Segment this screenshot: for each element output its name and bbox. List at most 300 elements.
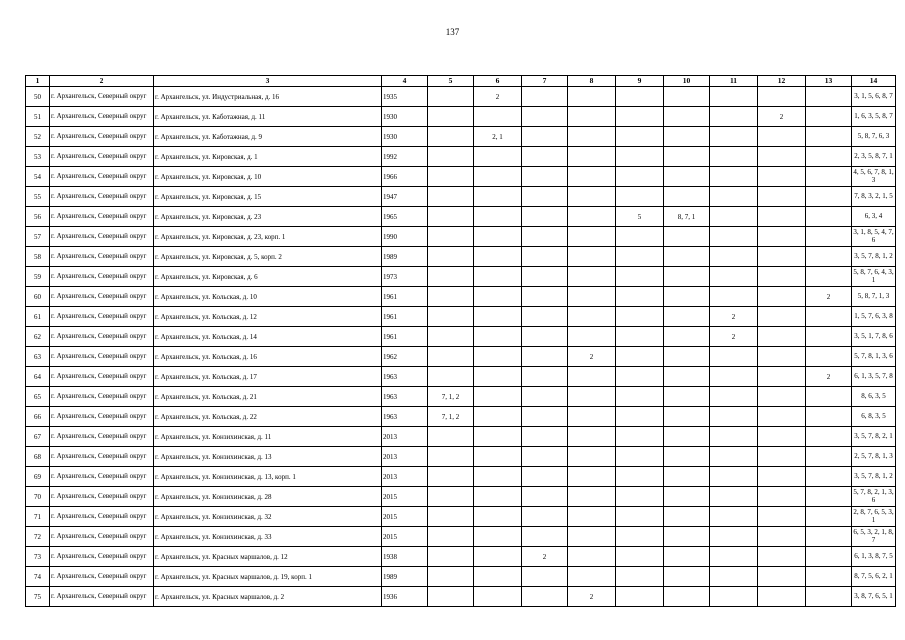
cell-col-12 xyxy=(758,227,806,247)
cell-address: г. Архангельск, ул. Кольская, д. 10 xyxy=(154,287,382,307)
cell-col-13 xyxy=(806,107,852,127)
cell-col-12 xyxy=(758,547,806,567)
cell-col-5 xyxy=(428,107,474,127)
cell-row-number: 64 xyxy=(26,367,50,387)
cell-col-7 xyxy=(522,227,568,247)
cell-col-13 xyxy=(806,247,852,267)
cell-address: г. Архангельск, ул. Кировская, д. 10 xyxy=(154,167,382,187)
cell-col-11 xyxy=(710,227,758,247)
cell-build-year: 1961 xyxy=(382,327,428,347)
cell-col-10 xyxy=(664,187,710,207)
cell-col-8 xyxy=(568,87,616,107)
column-header-14: 14 xyxy=(852,76,896,87)
cell-col-8 xyxy=(568,567,616,587)
cell-address: г. Архангельск, ул. Конзихинская, д. 11 xyxy=(154,427,382,447)
cell-col-10 xyxy=(664,227,710,247)
cell-col-5 xyxy=(428,467,474,487)
cell-district: г. Архангельск, Северный округ xyxy=(50,227,154,247)
cell-build-year: 2013 xyxy=(382,447,428,467)
cell-col-13 xyxy=(806,127,852,147)
cell-row-number: 53 xyxy=(26,147,50,167)
cell-col-13 xyxy=(806,467,852,487)
cell-col-13 xyxy=(806,87,852,107)
cell-col-5 xyxy=(428,487,474,507)
column-header-13: 13 xyxy=(806,76,852,87)
cell-col-9 xyxy=(616,327,664,347)
cell-address: г. Архангельск, ул. Красных маршалов, д. 19, корп. 1 xyxy=(154,567,382,587)
cell-district: г. Архангельск, Северный округ xyxy=(50,447,154,467)
column-header-1: 1 xyxy=(26,76,50,87)
cell-col-6 xyxy=(474,527,522,547)
cell-col-14: 6, 1, 3, 5, 7, 8 xyxy=(852,367,896,387)
cell-district: г. Архангельск, Северный округ xyxy=(50,567,154,587)
cell-col-10 xyxy=(664,147,710,167)
cell-district: г. Архангельск, Северный округ xyxy=(50,87,154,107)
table-row xyxy=(26,207,896,227)
cell-col-5: 7, 1, 2 xyxy=(428,407,474,427)
cell-col-8: 2 xyxy=(568,347,616,367)
table-row xyxy=(26,367,896,387)
cell-col-9 xyxy=(616,127,664,147)
cell-col-7 xyxy=(522,247,568,267)
cell-build-year: 1963 xyxy=(382,367,428,387)
cell-col-8 xyxy=(568,387,616,407)
cell-col-11 xyxy=(710,367,758,387)
cell-col-5 xyxy=(428,287,474,307)
cell-col-10 xyxy=(664,507,710,527)
cell-col-6 xyxy=(474,347,522,367)
cell-col-5 xyxy=(428,187,474,207)
cell-col-6 xyxy=(474,287,522,307)
cell-col-6 xyxy=(474,407,522,427)
cell-col-14: 5, 7, 8, 1, 3, 6 xyxy=(852,347,896,367)
cell-district: г. Архангельск, Северный округ xyxy=(50,207,154,227)
cell-col-12 xyxy=(758,247,806,267)
cell-district: г. Архангельск, Северный округ xyxy=(50,247,154,267)
cell-col-10 xyxy=(664,547,710,567)
cell-district: г. Архангельск, Северный округ xyxy=(50,287,154,307)
column-header-12: 12 xyxy=(758,76,806,87)
cell-col-8 xyxy=(568,287,616,307)
cell-col-9 xyxy=(616,227,664,247)
cell-col-11 xyxy=(710,87,758,107)
cell-col-8 xyxy=(568,247,616,267)
cell-col-14: 6, 8, 3, 5 xyxy=(852,407,896,427)
cell-col-7 xyxy=(522,267,568,287)
cell-address: г. Архангельск, ул. Кольская, д. 22 xyxy=(154,407,382,427)
cell-build-year: 1966 xyxy=(382,167,428,187)
cell-address: г. Архангельск, ул. Кировская, д. 6 xyxy=(154,267,382,287)
cell-col-14: 5, 8, 7, 6, 4, 3, 1 xyxy=(852,267,896,287)
column-header-2: 2 xyxy=(50,76,154,87)
cell-col-5 xyxy=(428,587,474,607)
table-row xyxy=(26,567,896,587)
cell-col-9 xyxy=(616,347,664,367)
column-header-9: 9 xyxy=(616,76,664,87)
cell-col-8 xyxy=(568,447,616,467)
cell-col-9 xyxy=(616,147,664,167)
cell-col-11 xyxy=(710,567,758,587)
cell-build-year: 1963 xyxy=(382,387,428,407)
cell-address: г. Архангельск, ул. Кировская, д. 1 xyxy=(154,147,382,167)
cell-col-14: 3, 5, 7, 8, 1, 2 xyxy=(852,467,896,487)
cell-col-5 xyxy=(428,227,474,247)
cell-col-12 xyxy=(758,347,806,367)
cell-col-13 xyxy=(806,527,852,547)
cell-build-year: 2013 xyxy=(382,427,428,447)
cell-address: г. Архангельск, ул. Кольская, д. 21 xyxy=(154,387,382,407)
cell-address: г. Архангельск, ул. Кольская, д. 12 xyxy=(154,307,382,327)
cell-build-year: 1963 xyxy=(382,407,428,427)
cell-col-7 xyxy=(522,347,568,367)
page-number: 137 xyxy=(445,27,460,37)
cell-col-12 xyxy=(758,467,806,487)
cell-district: г. Архангельск, Северный округ xyxy=(50,427,154,447)
cell-col-7 xyxy=(522,527,568,547)
cell-col-13 xyxy=(806,427,852,447)
cell-col-8: 2 xyxy=(568,587,616,607)
cell-col-9 xyxy=(616,587,664,607)
table-row xyxy=(26,147,896,167)
cell-col-10 xyxy=(664,587,710,607)
cell-col-14: 6, 1, 3, 8, 7, 5 xyxy=(852,547,896,567)
cell-col-9 xyxy=(616,527,664,547)
cell-col-8 xyxy=(568,127,616,147)
cell-col-12 xyxy=(758,367,806,387)
cell-col-7 xyxy=(522,327,568,347)
cell-col-5 xyxy=(428,427,474,447)
cell-row-number: 65 xyxy=(26,387,50,407)
cell-col-5 xyxy=(428,307,474,327)
cell-col-12 xyxy=(758,87,806,107)
cell-district: г. Архангельск, Северный округ xyxy=(50,407,154,427)
table-row xyxy=(26,387,896,407)
cell-col-8 xyxy=(568,107,616,127)
cell-col-11: 2 xyxy=(710,307,758,327)
cell-address: г. Архангельск, ул. Конзихинская, д. 28 xyxy=(154,487,382,507)
cell-district: г. Архангельск, Северный округ xyxy=(50,587,154,607)
cell-address: г. Архангельск, ул. Красных маршалов, д. 12 xyxy=(154,547,382,567)
cell-col-7 xyxy=(522,407,568,427)
cell-build-year: 1962 xyxy=(382,347,428,367)
cell-row-number: 74 xyxy=(26,567,50,587)
cell-col-5 xyxy=(428,347,474,367)
cell-col-5 xyxy=(428,167,474,187)
cell-col-9 xyxy=(616,547,664,567)
cell-col-7 xyxy=(522,507,568,527)
cell-col-14: 3, 8, 7, 6, 5, 1 xyxy=(852,587,896,607)
cell-address: г. Архангельск, ул. Кольская, д. 16 xyxy=(154,347,382,367)
table-row xyxy=(26,287,896,307)
cell-col-6 xyxy=(474,447,522,467)
cell-col-6 xyxy=(474,487,522,507)
table-row xyxy=(26,327,896,347)
cell-col-9 xyxy=(616,287,664,307)
cell-build-year: 1989 xyxy=(382,567,428,587)
cell-col-12 xyxy=(758,147,806,167)
cell-col-8 xyxy=(568,507,616,527)
cell-col-6 xyxy=(474,387,522,407)
cell-col-12 xyxy=(758,587,806,607)
table-row xyxy=(26,167,896,187)
cell-col-6 xyxy=(474,467,522,487)
table-row xyxy=(26,127,896,147)
cell-row-number: 67 xyxy=(26,427,50,447)
cell-col-8 xyxy=(568,367,616,387)
cell-col-6 xyxy=(474,507,522,527)
cell-col-5 xyxy=(428,127,474,147)
cell-col-9 xyxy=(616,427,664,447)
cell-build-year: 2015 xyxy=(382,507,428,527)
table-row xyxy=(26,347,896,367)
cell-col-6 xyxy=(474,147,522,167)
cell-col-8 xyxy=(568,407,616,427)
cell-col-9 xyxy=(616,367,664,387)
cell-build-year: 1930 xyxy=(382,107,428,127)
cell-address: г. Архангельск, ул. Кировская, д. 23 xyxy=(154,207,382,227)
cell-col-13 xyxy=(806,347,852,367)
cell-col-8 xyxy=(568,327,616,347)
cell-col-13 xyxy=(806,567,852,587)
cell-col-8 xyxy=(568,167,616,187)
cell-district: г. Архангельск, Северный округ xyxy=(50,507,154,527)
cell-district: г. Архангельск, Северный округ xyxy=(50,307,154,327)
cell-build-year: 1973 xyxy=(382,267,428,287)
cell-col-7 xyxy=(522,587,568,607)
table-row xyxy=(26,487,896,507)
cell-col-12 xyxy=(758,567,806,587)
column-header-10: 10 xyxy=(664,76,710,87)
cell-row-number: 62 xyxy=(26,327,50,347)
cell-col-13 xyxy=(806,147,852,167)
cell-col-11 xyxy=(710,167,758,187)
cell-col-11 xyxy=(710,347,758,367)
table-row xyxy=(26,507,896,527)
cell-col-12 xyxy=(758,447,806,467)
cell-col-6: 2 xyxy=(474,87,522,107)
cell-col-7 xyxy=(522,167,568,187)
cell-col-12 xyxy=(758,527,806,547)
cell-col-5 xyxy=(428,267,474,287)
cell-row-number: 63 xyxy=(26,347,50,367)
cell-col-5 xyxy=(428,207,474,227)
cell-col-13 xyxy=(806,227,852,247)
cell-address: г. Архангельск, ул. Каботажная, д. 9 xyxy=(154,127,382,147)
cell-col-11 xyxy=(710,387,758,407)
cell-col-13 xyxy=(806,387,852,407)
cell-col-13 xyxy=(806,587,852,607)
table-row xyxy=(26,547,896,567)
cell-col-14: 1, 5, 7, 6, 3, 8 xyxy=(852,307,896,327)
cell-build-year: 1965 xyxy=(382,207,428,227)
cell-col-10 xyxy=(664,447,710,467)
cell-col-14: 6, 3, 4 xyxy=(852,207,896,227)
cell-col-13: 2 xyxy=(806,367,852,387)
cell-col-11 xyxy=(710,527,758,547)
cell-col-6 xyxy=(474,267,522,287)
cell-col-5 xyxy=(428,527,474,547)
cell-col-12 xyxy=(758,407,806,427)
cell-col-6: 2, 1 xyxy=(474,127,522,147)
cell-col-11 xyxy=(710,267,758,287)
cell-col-12 xyxy=(758,167,806,187)
cell-col-8 xyxy=(568,547,616,567)
cell-col-5 xyxy=(428,447,474,467)
table-row xyxy=(26,587,896,607)
cell-col-13 xyxy=(806,547,852,567)
cell-col-6 xyxy=(474,427,522,447)
cell-row-number: 58 xyxy=(26,247,50,267)
cell-col-10 xyxy=(664,327,710,347)
cell-build-year: 1990 xyxy=(382,227,428,247)
cell-district: г. Архангельск, Северный округ xyxy=(50,367,154,387)
cell-col-10 xyxy=(664,167,710,187)
cell-col-13: 2 xyxy=(806,287,852,307)
cell-col-5 xyxy=(428,247,474,267)
cell-col-14: 3, 1, 5, 6, 8, 7 xyxy=(852,87,896,107)
cell-district: г. Архангельск, Северный округ xyxy=(50,167,154,187)
cell-col-9 xyxy=(616,567,664,587)
cell-col-11 xyxy=(710,207,758,227)
cell-col-11 xyxy=(710,447,758,467)
cell-col-13 xyxy=(806,267,852,287)
cell-col-14: 8, 6, 3, 5 xyxy=(852,387,896,407)
cell-build-year: 1992 xyxy=(382,147,428,167)
cell-row-number: 61 xyxy=(26,307,50,327)
cell-col-8 xyxy=(568,227,616,247)
cell-col-14: 3, 5, 7, 8, 2, 1 xyxy=(852,427,896,447)
cell-col-14: 7, 8, 3, 2, 1, 5 xyxy=(852,187,896,207)
cell-col-13 xyxy=(806,187,852,207)
cell-col-13 xyxy=(806,307,852,327)
cell-build-year: 1961 xyxy=(382,287,428,307)
cell-district: г. Архангельск, Северный округ xyxy=(50,107,154,127)
cell-col-10 xyxy=(664,287,710,307)
cell-col-12 xyxy=(758,187,806,207)
cell-build-year: 1930 xyxy=(382,127,428,147)
cell-build-year: 1961 xyxy=(382,307,428,327)
table-row xyxy=(26,427,896,447)
cell-col-10 xyxy=(664,307,710,327)
cell-col-10 xyxy=(664,467,710,487)
cell-col-7 xyxy=(522,447,568,467)
cell-col-14: 2, 8, 7, 6, 5, 3, 1 xyxy=(852,507,896,527)
cell-col-9 xyxy=(616,487,664,507)
cell-col-13 xyxy=(806,207,852,227)
cell-col-9 xyxy=(616,407,664,427)
cell-col-10 xyxy=(664,487,710,507)
cell-row-number: 57 xyxy=(26,227,50,247)
cell-col-13 xyxy=(806,167,852,187)
column-header-6: 6 xyxy=(474,76,522,87)
cell-col-6 xyxy=(474,567,522,587)
cell-col-11 xyxy=(710,127,758,147)
column-header-4: 4 xyxy=(382,76,428,87)
header-row xyxy=(26,76,896,87)
table-row xyxy=(26,267,896,287)
cell-col-10 xyxy=(664,407,710,427)
table-row xyxy=(26,227,896,247)
cell-row-number: 68 xyxy=(26,447,50,467)
cell-col-5 xyxy=(428,147,474,167)
column-header-8: 8 xyxy=(568,76,616,87)
cell-col-7 xyxy=(522,87,568,107)
cell-col-6 xyxy=(474,547,522,567)
cell-col-14: 5, 8, 7, 6, 3 xyxy=(852,127,896,147)
cell-col-5 xyxy=(428,367,474,387)
cell-col-10 xyxy=(664,247,710,267)
cell-col-10 xyxy=(664,367,710,387)
cell-col-11 xyxy=(710,287,758,307)
cell-col-6 xyxy=(474,247,522,267)
cell-build-year: 1989 xyxy=(382,247,428,267)
cell-build-year: 1935 xyxy=(382,87,428,107)
cell-col-7 xyxy=(522,567,568,587)
cell-col-10 xyxy=(664,427,710,447)
cell-col-14: 6, 5, 3, 2, 1, 8, 7 xyxy=(852,527,896,547)
cell-address: г. Архангельск, ул. Кировская, д. 5, корп. 2 xyxy=(154,247,382,267)
cell-col-6 xyxy=(474,367,522,387)
table-row xyxy=(26,307,896,327)
cell-col-7 xyxy=(522,387,568,407)
cell-col-9 xyxy=(616,87,664,107)
cell-address: г. Архангельск, ул. Конзихинская, д. 33 xyxy=(154,527,382,547)
cell-address: г. Архангельск, ул. Кировская, д. 15 xyxy=(154,187,382,207)
cell-col-7 xyxy=(522,207,568,227)
cell-col-7: 2 xyxy=(522,547,568,567)
cell-col-7 xyxy=(522,127,568,147)
table-row xyxy=(26,87,896,107)
cell-row-number: 73 xyxy=(26,547,50,567)
cell-col-13 xyxy=(806,447,852,467)
housing-table xyxy=(25,75,896,607)
cell-build-year: 1936 xyxy=(382,587,428,607)
cell-col-12 xyxy=(758,307,806,327)
cell-col-7 xyxy=(522,307,568,327)
cell-address: г. Архангельск, ул. Кольская, д. 14 xyxy=(154,327,382,347)
cell-col-14: 2, 3, 5, 8, 7, 1 xyxy=(852,147,896,167)
cell-col-11 xyxy=(710,107,758,127)
cell-row-number: 54 xyxy=(26,167,50,187)
cell-col-11 xyxy=(710,487,758,507)
cell-col-10 xyxy=(664,527,710,547)
cell-row-number: 75 xyxy=(26,587,50,607)
cell-col-9 xyxy=(616,267,664,287)
column-header-11: 11 xyxy=(710,76,758,87)
cell-col-14: 1, 6, 3, 5, 8, 7 xyxy=(852,107,896,127)
cell-col-9 xyxy=(616,187,664,207)
cell-col-5 xyxy=(428,547,474,567)
table-row xyxy=(26,247,896,267)
cell-col-11 xyxy=(710,587,758,607)
cell-row-number: 60 xyxy=(26,287,50,307)
cell-row-number: 50 xyxy=(26,87,50,107)
cell-district: г. Архангельск, Северный округ xyxy=(50,187,154,207)
column-header-7: 7 xyxy=(522,76,568,87)
cell-row-number: 66 xyxy=(26,407,50,427)
cell-col-7 xyxy=(522,487,568,507)
cell-build-year: 2015 xyxy=(382,527,428,547)
cell-col-11 xyxy=(710,547,758,567)
cell-address: г. Архангельск, ул. Кольская, д. 17 xyxy=(154,367,382,387)
cell-col-8 xyxy=(568,427,616,447)
cell-district: г. Архангельск, Северный округ xyxy=(50,347,154,367)
cell-col-13 xyxy=(806,407,852,427)
cell-col-9 xyxy=(616,167,664,187)
cell-district: г. Архангельск, Северный округ xyxy=(50,387,154,407)
cell-col-6 xyxy=(474,207,522,227)
cell-district: г. Архангельск, Северный округ xyxy=(50,147,154,167)
